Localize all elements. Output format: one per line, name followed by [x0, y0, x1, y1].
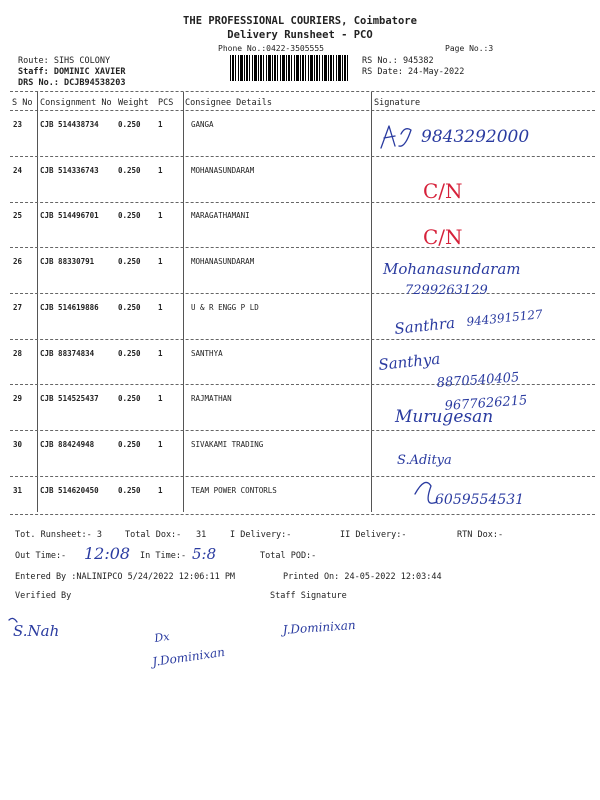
col-pcs: PCS — [158, 98, 174, 108]
i-delivery: I Delivery:- — [230, 530, 292, 540]
in-time-value: 5:8 — [192, 545, 217, 563]
row-pcs: 1 — [158, 303, 163, 312]
row-consignment-no: CJB 514496701 — [40, 211, 99, 220]
rtn-dox: RTN Dox:- — [457, 530, 504, 540]
row-weight: 0.250 — [118, 257, 141, 266]
row-consignee: RAJMATHAN — [191, 394, 232, 403]
row-weight: 0.250 — [118, 303, 141, 312]
row-consignment-no: CJB 514619886 — [40, 303, 99, 312]
row-consignment-no: CJB 88330791 — [40, 257, 95, 266]
column-rule — [183, 92, 184, 512]
row-pcs: 1 — [158, 440, 163, 449]
row-weight: 0.250 — [118, 486, 141, 495]
phone-number: Phone No.:0422-3505555 — [218, 44, 324, 53]
row-weight: 0.250 — [118, 394, 141, 403]
staff-signature-a-top: Dx — [153, 630, 171, 645]
row-consignment-no: CJB 514620450 — [40, 486, 99, 495]
out-time-handwritten — [80, 540, 140, 566]
staff-signature-a: J.Dominixan — [151, 644, 226, 669]
signature-row-23 — [381, 126, 529, 148]
staff-signature-b: J.Dominixan — [282, 617, 357, 637]
signature-text: Santhra — [393, 313, 456, 338]
col-sno: S No — [12, 98, 33, 108]
col-consignee: Consignee Details — [185, 98, 272, 108]
row-pcs: 1 — [158, 211, 163, 220]
signature-text: Mohanasundaram — [383, 260, 521, 278]
total-dox-value: 31 — [196, 530, 207, 540]
page-number: Page No.:3 — [445, 44, 494, 53]
col-signature: Signature — [374, 98, 421, 108]
staff-signature-label: Staff Signature — [270, 591, 347, 601]
out-time-label: Out Time:- — [15, 551, 67, 561]
row-pcs: 1 — [158, 486, 163, 495]
divider — [10, 91, 595, 92]
total-dox-label: Total Dox:- — [125, 530, 182, 540]
row-weight: 0.250 — [118, 120, 141, 129]
row-sno: 27 — [13, 303, 23, 312]
row-consignee: MARAGATHAMANI — [191, 211, 250, 220]
row-weight: 0.250 — [118, 211, 141, 220]
row-consignee: U & R ENGG P LD — [191, 303, 259, 312]
footer-signatures — [5, 610, 425, 680]
signature-cn: C/N — [423, 179, 463, 203]
row-pcs: 1 — [158, 120, 163, 129]
column-rule — [37, 92, 38, 512]
verified-signature: S.Nah — [13, 622, 60, 640]
row-pcs: 1 — [158, 394, 163, 403]
rs-number: RS No.: 945382 — [362, 56, 434, 66]
row-consignee: TEAM POWER CONTORLS — [191, 486, 277, 495]
signature-text: Murugesan — [395, 407, 494, 427]
row-sno: 25 — [13, 211, 23, 220]
row-sno: 30 — [13, 440, 23, 449]
row-sno: 31 — [13, 486, 23, 495]
row-consignment-no: CJB 88424948 — [40, 440, 95, 449]
in-time-handwritten — [190, 540, 230, 566]
row-weight: 0.250 — [118, 440, 141, 449]
divider — [10, 110, 595, 111]
signature-stroke — [415, 482, 437, 503]
row-consignee: SANTHYA — [191, 349, 223, 358]
signature-text: 6059554531 — [435, 492, 525, 508]
row-consignment-no: CJB 514525437 — [40, 394, 99, 403]
signature-text: Santhya — [377, 349, 442, 374]
divider — [10, 514, 595, 515]
row-sno: 26 — [13, 257, 23, 266]
ii-delivery: II Delivery:- — [340, 530, 407, 540]
row-pcs: 1 — [158, 349, 163, 358]
column-rule — [371, 92, 372, 512]
row-sno: 29 — [13, 394, 23, 403]
printed-on: Printed On: 24-05-2022 12:03:44 — [283, 572, 442, 582]
row-consignee: GANGA — [191, 120, 214, 129]
signature-text: 8870540405 — [436, 370, 520, 391]
route: Route: SIHS COLONY — [18, 56, 111, 66]
signature-text: 7299263129 — [405, 283, 488, 298]
col-weight: Weight — [118, 98, 149, 108]
signature-text: 9443915127 — [465, 307, 544, 329]
row-weight: 0.250 — [118, 166, 141, 175]
row-consignee: MOHANASUNDARAM — [191, 257, 255, 266]
rs-date: RS Date: 24-May-2022 — [362, 67, 465, 77]
row-weight: 0.250 — [118, 349, 141, 358]
row-sno: 28 — [13, 349, 23, 358]
row-pcs: 1 — [158, 166, 163, 175]
signature-text: S.Aditya — [397, 453, 452, 468]
total-runsheet: Tot. Runsheet:- 3 — [15, 530, 102, 540]
row-pcs: 1 — [158, 257, 163, 266]
drs-number: DRS No.: DCJB94538203 — [18, 78, 126, 88]
signature-text: 9677626215 — [444, 393, 528, 414]
row-consignment-no: CJB 514336743 — [40, 166, 99, 175]
company-name: THE PROFESSIONAL COURIERS, Coimbatore — [183, 15, 417, 27]
in-time-label: In Time:- — [140, 551, 187, 561]
document-title: Delivery Runsheet - PCO — [227, 29, 373, 41]
row-consignment-no: CJB 88374834 — [40, 349, 95, 358]
out-time-value: 12:08 — [84, 544, 131, 563]
row-consignee: SIVAKAMI TRADING — [191, 440, 264, 449]
total-pod: Total POD:- — [260, 551, 317, 561]
signature-cn: C/N — [423, 225, 463, 249]
verified-by-label: Verified By — [15, 591, 72, 601]
row-consignment-no: CJB 514438734 — [40, 120, 99, 129]
row-sno: 23 — [13, 120, 23, 129]
row-consignee: MOHANASUNDARAM — [191, 166, 255, 175]
handwritten-signatures — [375, 112, 590, 512]
entered-by: Entered By :NALINIPCO 5/24/2022 12:06:11 PM — [15, 572, 236, 582]
staff-name: Staff: DOMINIC XAVIER — [18, 67, 126, 77]
signature-text: 9843292000 — [421, 127, 530, 147]
row-sno: 24 — [13, 166, 23, 175]
barcode-image — [230, 55, 350, 81]
col-consignment: Consignment No — [40, 98, 112, 108]
